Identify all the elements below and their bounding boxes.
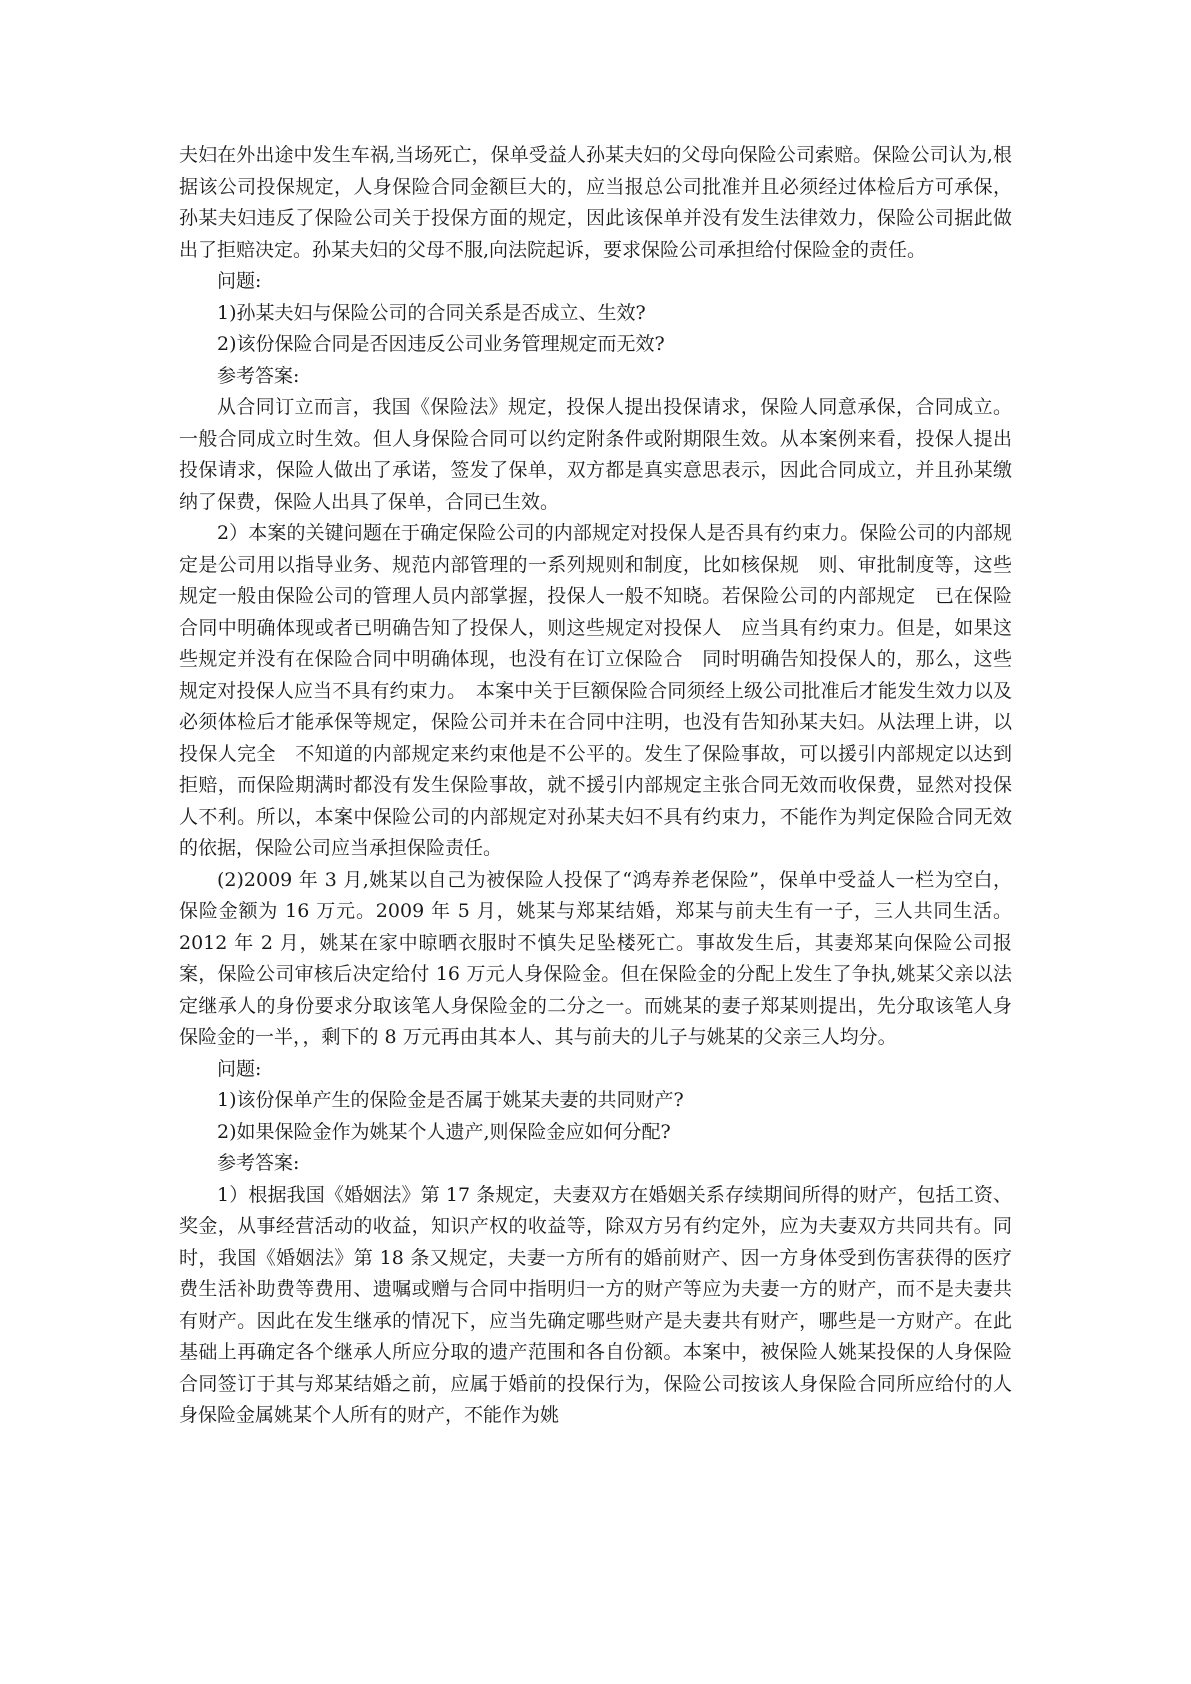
paragraph-question-1: 1)孙某夫妇与保险公司的合同关系是否成立、生效? bbox=[217, 301, 646, 324]
paragraph-question-heading: 问题: bbox=[217, 270, 262, 292]
document-page bbox=[179, 140, 1012, 1432]
paragraph-question-heading-2: 问题: bbox=[217, 1057, 262, 1080]
paragraph-case2-answer-1: 1）根据我国《婚姻法》第 17 条规定，夫妻双方在婚姻关系存续期间所得的财产，包括工资、奖金，从事经营活动的收益，知识产权的收益等，除双方另有约定外，应为夫妻双方共同共有。同时，我国《婚姻法》第 18 条又规定，夫妻一方所有的婚前财产、因一方身体受到伤害获得的医疗费生活补助费等费用、遗嘱或赠与合同中指明归一方的财产等应为夫妻一方的财产，而不是夫妻共有财产。因此在发生继承的情况下，应当先确定哪些财产是夫妻共有财产，哪些是一方财产。在此基础上再确定各个继承人所应分取的遗产范围和各自份额。本案中，被保险人姚某投保的人身保险合同签订于其与郑某结婚之前，应属于婚前的投保行为，保险公司按该人身保险合同所应给付的人身保险金属姚某个人所有的财产，不能作为姚 bbox=[179, 1183, 1012, 1426]
paragraph-case2-facts: (2)2009 年 3 月,姚某以自己为被保险人投保了“鸿寿养老保险”，保单中受益人一栏为空白，保险金额为 16 万元。2009 年 5 月，姚某与郑某结婚，郑某与前夫生有一子，三人共同生活。2012 年 2 月，姚某在家中晾晒衣服时不慎失足坠楼死亡。事故发生后，其妻郑某向保险公司报案，保险公司审核后决定给付 16 万元人身保险金。但在保险金的分配上发生了争执,姚某父亲以法定继承人的身份要求分取该笔人身保险金的二分之一。而姚某的妻子郑某则提出，先分取该笔人身保险金的一半，，剩下的 8 万元再由其本人、其与前夫的儿子与姚某的父亲三人均分。 bbox=[179, 868, 1012, 1048]
paragraph-case1-facts: 夫妇在外出途中发生车祸,当场死亡，保单受益人孙某夫妇的父母向保险公司索赔。保险公司认为,根据该公司投保规定，人身保险合同金额巨大的，应当报总公司批准并且必须经过体检后方可承保，孙某夫妇违反了保险公司关于投保方面的规定，因此该保单并没有发生法律效力，保险公司据此做出了拒赔决定。孙某夫妇的父母不服,向法院起诉，要求保险公司承担给付保险金的责任。 bbox=[179, 144, 1012, 261]
paragraph-answer-heading-2: 参考答案: bbox=[217, 1152, 300, 1174]
paragraph-question-2: 2)该份保险合同是否因违反公司业务管理规定而无效? bbox=[217, 333, 665, 355]
paragraph-case2-question-1: 1)该份保单产生的保险金是否属于姚某夫妻的共同财产? bbox=[217, 1089, 684, 1111]
paragraph-case2-question-2: 2)如果保险金作为姚某个人遗产,则保险金应如何分配? bbox=[217, 1120, 671, 1143]
paragraph-answer-1: 从合同订立而言，我国《保险法》规定，投保人提出投保请求，保险人同意承保，合同成立。一般合同成立时生效。但人身保险合同可以约定附条件或附期限生效。从本案例来看，投保人提出投保请求，保险人做出了承诺，签发了保单，双方都是真实意思表示，因此合同成立，并且孙某缴纳了保费，保险人出具了保单，合同已生效。 bbox=[179, 396, 1012, 513]
paragraph-answer-2: 2）本案的关键问题在于确定保险公司的内部规定对投保人是否具有约束力。保险公司的内部规定是公司用以指导业务、规范内部管理的一系列规则和制度，比如核保规 则、审批制度等，这些规定一般由保险公司的管理人员内部掌握，投保人一般不知晓。若保险公司的内部规定 已在保险合同中明确体现或者已明确告知了投保人，则这些规定对投保人 应当具有约束力。但是，如果这些规定并没有在保险合同中明确体现，也没有在订立保险合 同时明确告知投保人的，那么，这些规定对投保人应当不具有约束力。 本案中关于巨额保险合同须经上级公司批准后才能发生效力以及必须体检后才能承保等规定，保险公司并未在合同中注明，也没有告知孙某夫妇。从法理上讲，以投保人完全 不知道的内部规定来约束他是不公平的。发生了保险事故，可以援引内部规定以达到拒赔，而保险期满时都没有发生保险事故，就不援引内部规定主张合同无效而收保费，显然对投保人不利。所以，本案中保险公司的内部规定对孙某夫妇不具有约束力，不能作为判定保险合同无效的依据，保险公司应当承担保险责任。 bbox=[179, 522, 1012, 859]
paragraph-answer-heading: 参考答案: bbox=[217, 364, 300, 387]
